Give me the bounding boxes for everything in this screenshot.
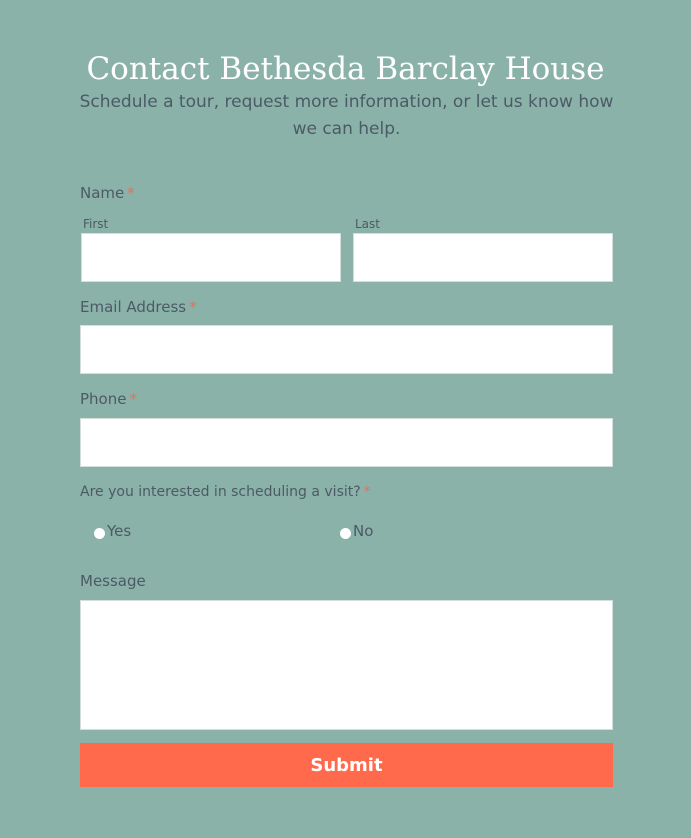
phone-label-text: Phone (80, 390, 127, 408)
phone-label (80, 389, 137, 409)
message-label-text: Message (80, 572, 146, 590)
required-marker: * (129, 390, 137, 408)
visit-option-yes[interactable] (94, 521, 131, 541)
visit-question-text: Are you interested in scheduling a visit? (80, 484, 361, 500)
radio-button-yes[interactable] (94, 528, 105, 539)
email-input[interactable] (80, 325, 613, 374)
submit-button[interactable]: Submit (80, 743, 613, 787)
email-label (80, 297, 197, 317)
radio-button-no[interactable] (340, 528, 351, 539)
required-marker: * (189, 298, 197, 316)
visit-option-no-label: No (353, 522, 374, 540)
first-name-sublabel: First (83, 217, 109, 231)
required-marker: * (363, 484, 371, 500)
last-name-sublabel: Last (355, 217, 380, 231)
phone-input[interactable] (80, 418, 613, 467)
visit-option-yes-label: Yes (107, 522, 132, 540)
name-label (80, 183, 135, 203)
message-label (80, 571, 146, 591)
visit-option-no[interactable] (340, 521, 373, 541)
visit-question-label (80, 482, 371, 502)
page-title: Contact Bethesda Barclay House (86, 51, 605, 87)
page-subtitle: Schedule a tour, request more information, or let us know how we can help. (79, 92, 614, 139)
email-label-text: Email Address (80, 298, 187, 316)
last-name-input[interactable] (353, 233, 613, 282)
first-name-input[interactable] (81, 233, 341, 282)
required-marker: * (127, 184, 135, 202)
name-label-text: Name (80, 184, 125, 202)
message-textarea[interactable] (80, 600, 613, 730)
